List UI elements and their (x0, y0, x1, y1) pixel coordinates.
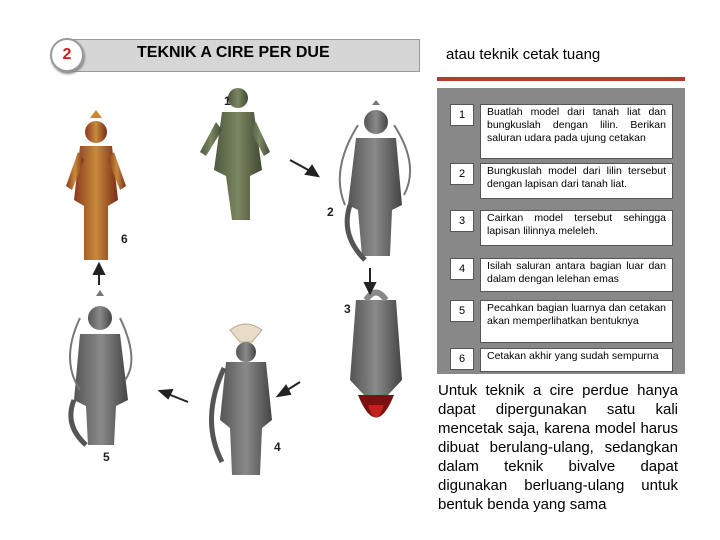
stage-2-clay-wrapped (340, 100, 410, 260)
figure-label-3: 3 (344, 302, 351, 316)
stage-4-metal-poured (211, 324, 272, 475)
figure-label-4: 4 (274, 440, 281, 454)
step-text-6: Cetakan akhir yang sudah sempurna (480, 348, 673, 372)
step-text-2: Bungkuslah model dari lilin tersebut dengan lapisan dari tanah liat. (480, 163, 673, 199)
step-number-1: 1 (450, 104, 474, 126)
stage-6-finished-statue (66, 110, 126, 260)
divider-rule (437, 77, 685, 81)
step-text-3: Cairkan model tersebut sehingga lapisan lilinnya meleleh. (480, 210, 673, 246)
slide-subtitle: atau teknik cetak tuang (446, 46, 601, 63)
step-text-1: Buatlah model dari tanah liat dan bungkuslah dengan lilin. Berikan saluran udara pada ujung cetakan (480, 104, 673, 159)
figure-label-5: 5 (103, 450, 110, 464)
step-number-6: 6 (450, 348, 474, 370)
figure-label-2: 2 (327, 205, 334, 219)
step-number-3: 3 (450, 210, 474, 232)
step-text-5: Pecahkan bagian luarnya dan cetakan akan memperlihatkan bentuknya (480, 300, 673, 343)
lost-wax-process-illustration (30, 80, 440, 540)
stage-5-mould-broken (70, 290, 131, 445)
step-number-5: 5 (450, 300, 474, 322)
slide-title: TEKNIK A CIRE PER DUE (137, 44, 330, 61)
stage-3-wax-melting (350, 293, 402, 418)
figure-label-1: 1 (224, 94, 231, 108)
figure-label-6: 6 (121, 232, 128, 246)
stage-1-model (200, 88, 270, 220)
slide-number-badge: 2 (50, 38, 84, 72)
step-text-4: Isilah saluran antara bagian luar dan dalam dengan lelehan emas (480, 258, 673, 292)
step-number-4: 4 (450, 258, 474, 280)
step-number-2: 2 (450, 163, 474, 185)
explanation-paragraph: Untuk teknik a cire perdue hanya dapat dipergunakan satu kali mencetak saja, karena model harus dibuat berulang-ulang, sedangkan dalam teknik bivalve dapat digunakan berluang-ulang untuk bentuk benda yang sama (438, 382, 678, 513)
